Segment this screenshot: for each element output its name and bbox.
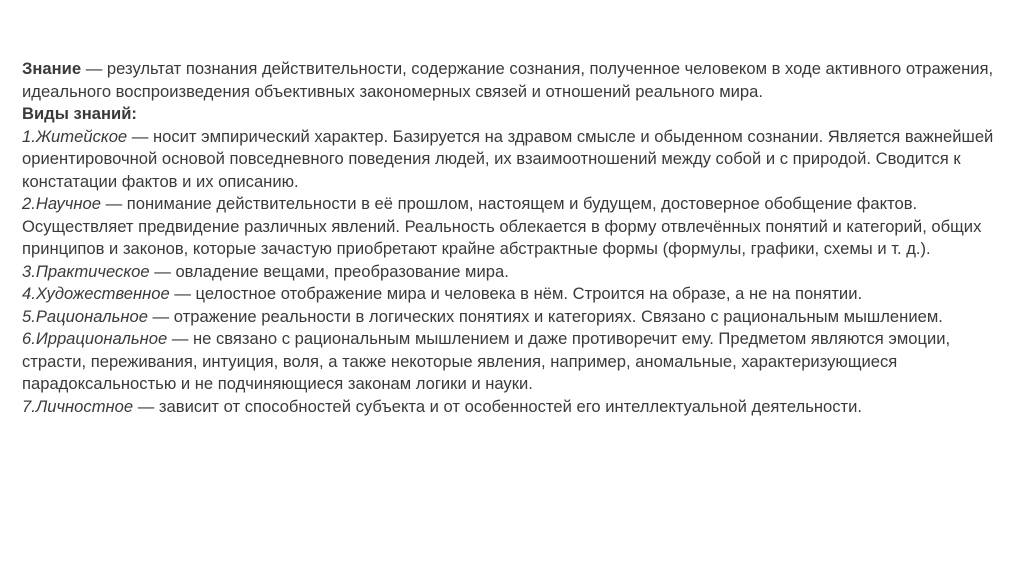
item-text: — отражение реальности в логических понятиях и категориях. Связано с рациональным мышлением. <box>147 306 943 326</box>
list-item <box>22 261 1012 284</box>
item-text: — зависит от способностей субъекта и от особенностей его интеллектуальной деятельности. <box>133 396 863 416</box>
item-name: 6.Иррациональное <box>22 329 168 348</box>
text-block <box>22 58 1012 418</box>
item-name: 2.Научное <box>22 194 101 213</box>
list-item <box>22 126 1012 194</box>
list-item <box>22 283 1012 306</box>
item-text: — носит эмпирический характер. Базируется на здравом смысле и обыденном сознании. Является важнейшей ориентировочной основой повседневного поведения людей, их взаимоотношений между собой и с природой. Сводится к констатации фактов и их описанию. <box>22 126 994 191</box>
list-item <box>22 193 1012 261</box>
item-text: — целостное отображение мира и человека в нём. Строится на образе, а не на понятии. <box>169 284 863 303</box>
item-name: 4.Художественное <box>22 284 170 303</box>
types-heading: Виды знаний: <box>22 104 137 123</box>
item-name: 7.Личностное <box>22 396 134 416</box>
definition-paragraph <box>22 58 1012 103</box>
item-text: — понимание действительности в её прошлом, настоящем и будущем, достоверное обобщение фактов. Осуществляет предвидение различных явлений. Реальность облекается в форму отвлечённых понятий и категорий, общих принципов и законов, которые зачастую приобретают крайне абстрактные формы (формулы, графики, схемы и т. д.). <box>22 194 982 258</box>
list-item <box>22 328 1012 396</box>
definition-term: Знание <box>22 59 82 78</box>
item-text: — не связано с рациональным мышлением и даже противоречит ему. Предметом являются эмоции, страсти, переживания, интуиция, воля, а также некоторые явления, например, аномальные, характеризующиеся парадоксальностью и не подчиняющиеся законам логики и науки. <box>22 329 951 393</box>
item-text: — овладение вещами, преобразование мира. <box>149 261 509 281</box>
list-item <box>22 396 1012 419</box>
item-name: 3.Практическое <box>22 261 150 281</box>
list-item <box>22 306 1012 329</box>
item-name: 1.Житейское <box>22 126 128 146</box>
item-name: 5.Рациональное <box>22 306 148 326</box>
definition-text: — результат познания действительности, содержание сознания, полученное человеком в ходе активного отражения, идеального воспроизведения объективных закономерных связей и отношений реального мира. <box>22 59 994 101</box>
